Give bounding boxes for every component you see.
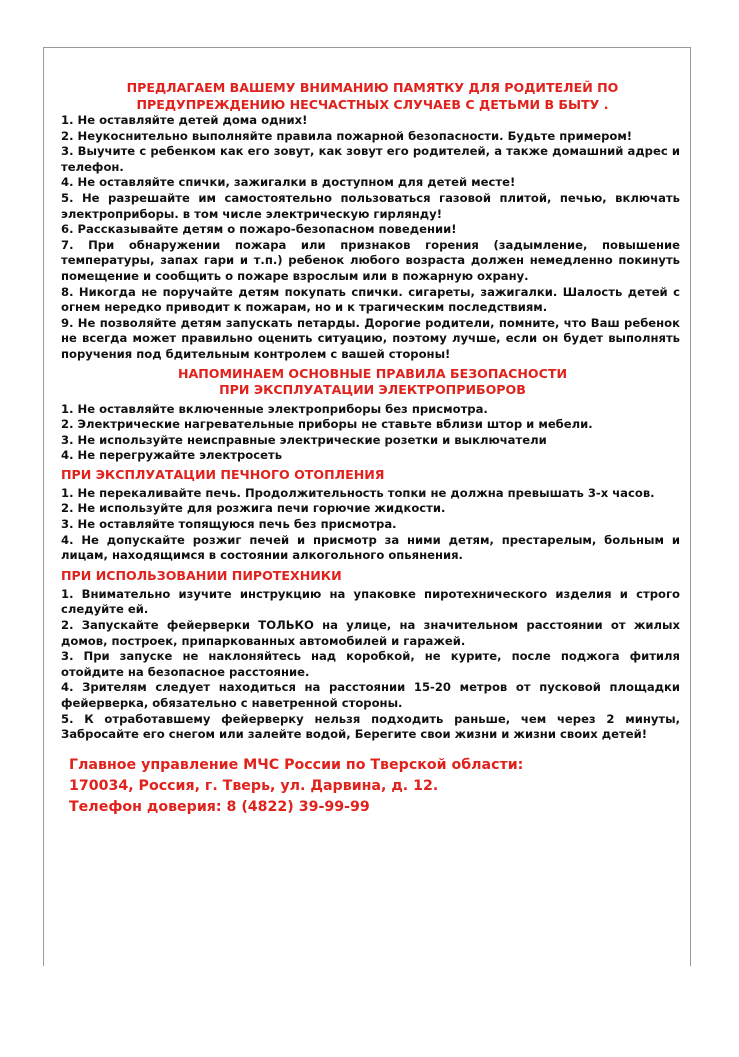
footer-phone: Телефон доверия: 8 (4822) 39-99-99 [69, 798, 370, 815]
memo-content [61, 80, 680, 818]
electro-title-line-1: НАПОМИНАЕМ ОСНОВНЫЕ ПРАВИЛА БЕЗОПАСНОСТИ [177, 365, 568, 381]
list-item: 3. Выучите с ребенком как его зовут, как зовут его родителей, а также домашний адрес и телефон. [61, 144, 680, 174]
list-item: 9. Не позволяйте детям запускать петарды. Дорогие родители, помните, что Ваш ребенок не всегда может правильно оценить ситуацию, поэтому лучше, если он будет выполнять поручения под бдительным контролем с вашей стороны! [61, 315, 680, 361]
list-item: 3. Не оставляйте топящуюся печь без присмотра. [61, 517, 397, 532]
list-item: 2. Запускайте фейерверки ТОЛЬКО на улице, на значительном расстоянии от жилых домов, построек, припаркованных автомобилей и гаражей. [61, 618, 680, 648]
footer-contacts [69, 755, 680, 818]
parents-rules-list [61, 113, 680, 363]
footer-org: Главное управление МЧС России по Тверской области: [69, 756, 524, 773]
list-item: 6. Рассказывайте детям о пожаро-безопасном поведении! [61, 222, 457, 237]
memo-title-line-2: ПРЕДУПРЕЖДЕНИЮ НЕСЧАСТНЫХ СЛУЧАЕВ С ДЕТЬМИ В БЫТУ . [136, 96, 609, 112]
memo-title-line-1: ПРЕДЛАГАЕМ ВАШЕМУ ВНИМАНИЮ ПАМЯТКУ ДЛЯ РОДИТЕЛЕЙ ПО [126, 80, 619, 95]
list-item: 3. При запуске не наклоняйтесь над коробкой, не курите, после поджога фитиля отойдите на безопасное расстояние. [61, 649, 680, 679]
list-item: 2. Не используйте для розжига печи горючие жидкости. [61, 501, 446, 516]
list-item: 7. При обнаружении пожара или признаков горения (задымление, повышение температуры, запах гари и т.п.) ребенок любого возраста должен немедленно покинуть помещение и сообщить о пожаре взрослым или в пожарную охрану. [61, 237, 680, 283]
stove-rules-list [61, 486, 680, 564]
list-item: 1. Не оставляйте детей дома одних! [61, 113, 308, 127]
electro-rules-list [61, 402, 680, 464]
list-item: 1. Не перекаливайте печь. Продолжительность топки не должна превышать 3-х часов. [61, 485, 655, 500]
list-item: 5. К отработавшему фейерверку нельзя подходить раньше, чем через 2 минуты, Забросайте его снегом или залейте водой, Берегите свои жизни и жизни своих детей! [61, 711, 680, 742]
list-item: 8. Никогда не поручайте детям покупать спички. сигареты, зажигалки. Шалость детей с огнем нередко приводит к пожарам, но и к трагическим последствиям. [61, 284, 680, 315]
list-item: 4. Зрителям следует находиться на расстоянии 15-20 метров от пусковой площадки фейерверка, обязательно с наветренной стороны. [61, 680, 680, 710]
footer-address: 170034, Россия, г. Тверь, ул. Дарвина, д. 12. [69, 777, 439, 794]
pyro-section-title: ПРИ ИСПОЛЬЗОВАНИИ ПИРОТЕХНИКИ [61, 567, 342, 583]
list-item: 1. Не оставляйте включенные электроприборы без присмотра. [61, 401, 488, 416]
memo-title [65, 80, 680, 113]
list-item: 2. Электрические нагревательные приборы не ставьте вблизи штор и мебели. [61, 417, 593, 432]
pyro-rules-list [61, 587, 680, 743]
list-item: 3. Не используйте неисправные электрические розетки и выключатели [61, 432, 547, 447]
list-item: 4. Не перегружайте электросеть [61, 448, 283, 463]
list-item: 2. Неукоснительно выполняйте правила пожарной безопасности. Будьте примером! [61, 128, 633, 143]
list-item: 5. Не разрешайте им самостоятельно пользоваться газовой плитой, печью, включать электроприборы. в том числе электрическую гирлянду! [61, 190, 680, 221]
list-item: 1. Внимательно изучите инструкцию на упаковке пиротехнического изделия и строго следуйте ей. [61, 586, 680, 617]
electro-title-line-2: ПРИ ЭКСПЛУАТАЦИИ ЭЛЕКТРОПРИБОРОВ [219, 382, 526, 397]
stove-section-title: ПРИ ЭКСПЛУАТАЦИИ ПЕЧНОГО ОТОПЛЕНИЯ [61, 466, 385, 482]
list-item: 4. Не допускайте розжиг печей и присмотр за ними детям, престарелым, больным и лицам, находящимся в состоянии алкогольного опьянения. [61, 532, 680, 563]
list-item: 4. Не оставляйте спички, зажигалки в доступном для детей месте! [61, 175, 516, 190]
electro-title [65, 366, 680, 399]
